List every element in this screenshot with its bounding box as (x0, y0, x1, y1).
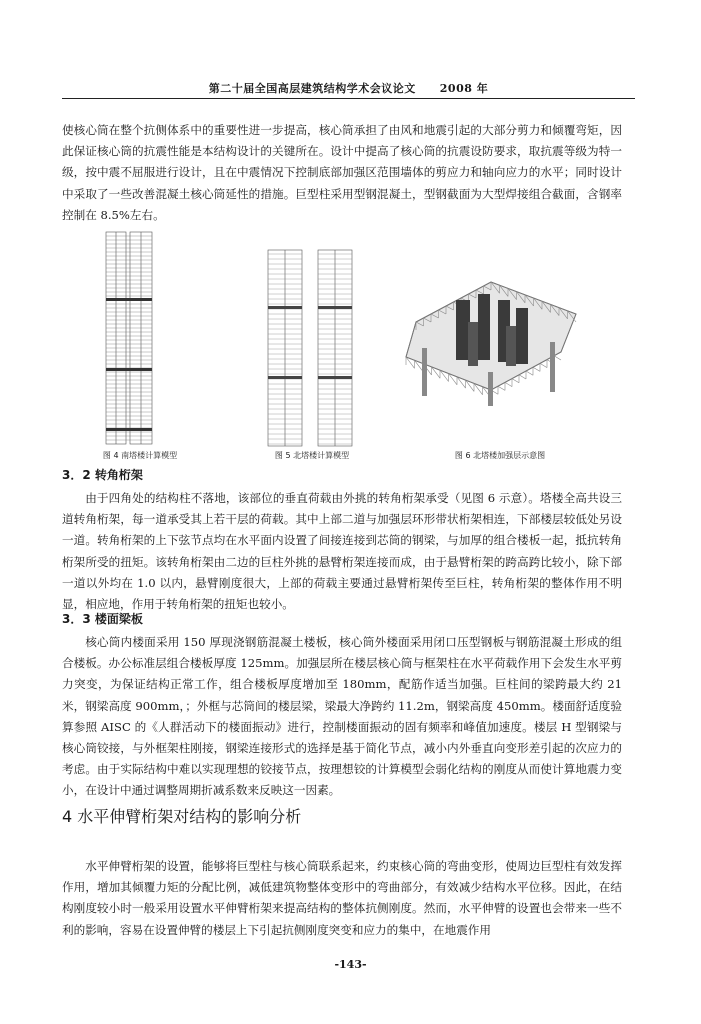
reinforced-floor-figure (396, 262, 586, 410)
section-3-3-paragraph: 核心筒内楼面采用 150 厚现浇钢筋混凝土楼板，核心筒外楼面采用闭口压型钢板与钢筋混凝土形成的组合楼板。办公标准层组合楼板厚度 125mm。加强层所在楼层核心筒与框架柱在水平荷载作用下会发生水平剪力突变，为保证结构正常工作，组合楼板厚度增加至 180mm，配筋作适当加强。巨柱间的梁跨最大约 21 米，钢梁高度 900mm，；外框与芯筒间的楼层梁，梁最大净跨约 11.2m，钢梁高度 450mm。楼面舒适度验算参照 AISC 的《人群活动下的楼面振动》进行，控制楼面振动的固有频率和峰值加速度。楼层 H 型钢梁与核心筒铰接，与外框架柱刚接，钢梁连接形式的选择是基于简化节点，减小内外垂直向变形差引起的次应力的考虑。由于实际结构中难以实现理想的铰接节点，按理想铰的计算模型会弱化结构的刚度从而使计算地震力变小，在设计中通过调整周期折减系数来反映这一因素。 (62, 635, 622, 798)
header-title: 第二十届全国高层建筑结构学术会议论文 (208, 82, 416, 95)
running-header (62, 80, 635, 99)
fig5-caption: 图 5 北塔楼计算模型 (274, 451, 350, 460)
section-4-paragraph: 水平伸臂桁架的设置，能够将巨型柱与核心筒联系起来，约束核心筒的弯曲变形，使周边巨型柱有效发挥作用，增加其倾覆力矩的分配比例，减低建筑物整体变形中的弯曲部分，有效减少结构水平位移。因此，在结构刚度较小时一般采用设置水平伸臂桁架来提高结构的整体抗侧刚度。然而，水平伸臂的设置也会带来一些不利的影响，容易在设置伸臂的楼层上下引起抗侧刚度突变和应力的集中，在地震作用 (62, 859, 622, 937)
fig6-caption: 图 6 北塔楼加强层示意图 (454, 451, 546, 460)
section-4-heading: 4 水平伸臂桁架对结构的影响分析 (62, 807, 302, 826)
section-3-2-heading: 3．2 转角桁架 (62, 468, 143, 482)
header-year: 2008 年 (439, 82, 489, 95)
section-3-3-heading: 3．3 楼面梁板 (62, 612, 143, 626)
section-3-2-paragraph: 由于四角处的结构柱不落地，该部位的垂直荷载由外挑的转角桁架承受（见图 6 示意）。塔楼全高共设三道转角桁架，每一道承受其上若干层的荷载。其中上部二道与加强层环形带状桁架相连，下部楼层较低处另设一道。转角桁架的上下弦节点均在水平面内设置了间接连接到芯筒的钢梁，与加厚的组合楼板一起，抵抗转角桁架所受的扭矩。该转角桁架由二边的巨柱外挑的悬臂桁架连接而成，由于悬臂桁架的跨高跨比较小，除下部一道以外均在 1.0 以内，悬臂刚度很大，上部的荷载主要通过悬臂桁架传至巨柱，转角桁架的整体作用不明显，相应地，作用于转角桁架的扭矩也较小。 (62, 491, 622, 612)
page-number: -143- (334, 958, 367, 971)
intro-paragraph: 使核心筒在整个抗侧体系中的重要性进一步提高，核心筒承担了由风和地震引起的大部分剪力和倾覆弯矩，因此保证核心筒的抗震性能是本结构设计的关键所在。设计中提高了核心筒的抗震设防要求，取抗震等级为特一级，按中震不屈服进行设计，且在中震情况下控制底部加强区范围墙体的剪应力和轴向应力的水平；同时设计中采取了一些改善混凝土核心筒延性的措施。巨型柱采用型钢混凝土，型钢截面为大型焊接组合截面，含钢率控制在 8.5%左右。 (62, 123, 622, 222)
north-tower-model-figure (262, 246, 362, 450)
fig4-caption: 图 4 南塔楼计算模型 (102, 451, 178, 460)
south-tower-model-figure (100, 228, 158, 448)
